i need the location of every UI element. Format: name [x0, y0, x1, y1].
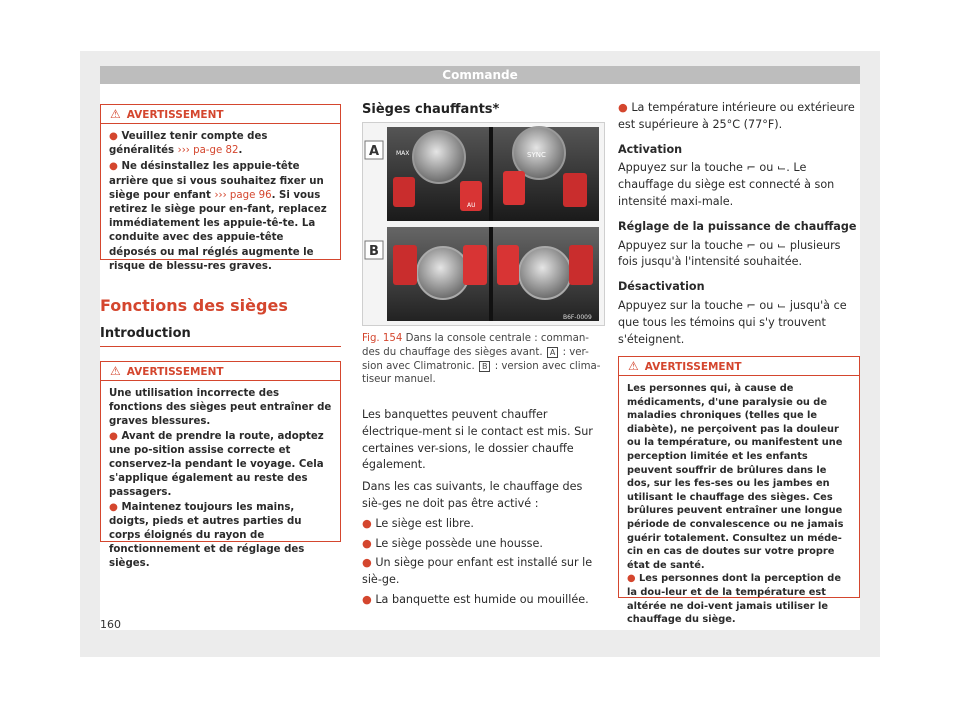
- instruction-text: Appuyez sur la touche: [618, 238, 743, 252]
- instruction-text: Appuyez sur la touche: [618, 298, 743, 312]
- subsection-title: Introduction: [100, 326, 191, 341]
- bullet-icon: ●: [618, 101, 628, 114]
- list-item: La température intérieure ou extérieure est supérieure à 25°C (77°F).: [618, 101, 855, 131]
- seat-heating-left-icon: ⌐: [746, 238, 756, 252]
- bullet-icon: ●: [627, 573, 636, 585]
- figure-seat-heating-controls: [362, 122, 605, 326]
- warning-text: .: [238, 145, 243, 157]
- paragraph: Les banquettes peuvent chauffer électrique-ment si le contact est mis. Sur certaines ver-sions, le dossier chauffe également.: [362, 408, 593, 472]
- warning-intro: Une utilisation incorrecte des fonctions des sièges peut entraîner de graves blessures.: [109, 388, 332, 428]
- auto-button-label: AU: [467, 202, 476, 209]
- bullet-icon: ●: [109, 131, 118, 142]
- section-title: Fonctions des sièges: [100, 296, 288, 315]
- desactivation-title: Désactivation: [618, 280, 705, 294]
- section-header: [362, 102, 603, 124]
- bullet-icon: ●: [109, 430, 118, 442]
- caption-text: : ver-sion avec Climatronic.: [362, 346, 589, 372]
- list-item: Le siège est libre.: [375, 516, 474, 530]
- seat-heating-left-icon: ⌐: [746, 298, 756, 312]
- warning-triangle-icon: ⚠: [628, 359, 639, 373]
- caption-text: : version avec clima-tiseur manuel.: [362, 360, 601, 386]
- warning-text: . Si vous retirez le siège pour en-fant, replacez immédiatement les appuie-tê-te. La conduite avec des appuie-tête déposés ou mal réglés augmente le risque de blessu-res graves.: [109, 189, 327, 272]
- warning-header: [619, 357, 859, 376]
- instruction-text: plusieurs fois jusqu'à l'intensité souhaitée.: [618, 238, 841, 269]
- caption-label-a: A: [547, 347, 558, 358]
- figure-label-b: B: [369, 244, 379, 259]
- paragraph: Dans les cas suivants, le chauffage des siè-ges ne doit pas être activé :: [362, 480, 583, 510]
- instruction-text: ou: [759, 238, 774, 252]
- figure-code: B6F-0009: [563, 314, 592, 321]
- warning-text: Les personnes dont la perception de la dou-leur et de la température est altérée ne doi-vent jamais utiliser le chauffage du siège.: [627, 573, 841, 626]
- warning-header: [101, 362, 340, 381]
- page-content: [100, 84, 860, 630]
- sync-button-label: SYNC: [527, 151, 546, 159]
- list-item: La banquette est humide ou mouillée.: [375, 592, 589, 606]
- warning-text: Maintenez toujours les mains, doigts, pieds et autres parties du corps éloignés du rayon de fonctionnement et de réglage des sièges.: [109, 501, 305, 570]
- instruction-text: ou: [759, 161, 774, 175]
- caption-text: Dans la console centrale : comman-des du chauffage des sièges avant.: [362, 333, 589, 358]
- figure-caption: [362, 332, 603, 387]
- warning-text: Ne désinstallez les appuie-tête arrière que si vous souhaitez fixer un siège pour enfant: [109, 161, 324, 201]
- bullet-icon: ●: [362, 536, 372, 550]
- max-button-label: MAX: [396, 150, 410, 157]
- warning-body: [619, 376, 859, 635]
- seat-heating-text: [362, 407, 603, 609]
- subsection-header: [100, 326, 341, 347]
- seat-heating-right-icon: ⌙: [776, 161, 787, 175]
- warning-body: [101, 124, 340, 282]
- warning-text: Avant de prendre la route, adoptez une po-sition assise correcte et conservez-la pendant le voyage. Cela s'applique également au reste des passagers.: [109, 430, 324, 499]
- section-title: Sièges chauffants*: [362, 102, 500, 117]
- activation-title: Activation: [618, 142, 683, 156]
- caption-label-b: B: [479, 361, 491, 372]
- warning-heading: AVERTISSEMENT: [644, 361, 742, 373]
- warning-box-headrest: [100, 104, 341, 272]
- seat-heating-left-icon: ⌐: [746, 161, 756, 175]
- warning-intro: Les personnes qui, à cause de médicaments, d'une paralysie ou de maladies chroniques (telles que le diabète), ne perçoivent pas la douleur ou la température, ou manifestent une perception limitée et les enfants peuvent souffrir de brûlures dans le dos, sur les fes-ses ou les jambes en utilisant le chauffage des sièges. Ces brûlures peuvent entraîner une longue période de convalescence ou ne jamais guérir totalement. Consultez un méde-cin en cas de doutes sur votre propre état de santé.: [627, 383, 844, 571]
- warning-triangle-icon: ⚠: [110, 107, 121, 121]
- warning-body: [101, 381, 340, 580]
- list-item: Le siège possède une housse.: [375, 536, 543, 550]
- instruction-text: . Le chauffage du siège est connecté à son intensité maxi-male.: [618, 161, 835, 208]
- page-link[interactable]: ››› pa-ge 82: [177, 145, 239, 157]
- instruction-text: ou: [759, 298, 774, 312]
- page-number: 160: [100, 618, 121, 631]
- bullet-icon: ●: [362, 556, 372, 570]
- figure-illustration: [363, 123, 604, 325]
- seat-heating-instructions: [618, 100, 860, 348]
- figure-label-a: A: [369, 144, 380, 159]
- warning-triangle-icon: ⚠: [110, 364, 121, 378]
- header-title: Commande: [442, 68, 518, 82]
- warning-header: [101, 105, 340, 124]
- instruction-text: jusqu'à ce que tous les témoins qui s'y trouvent s'éteignent.: [618, 298, 847, 346]
- warning-heading: AVERTISSEMENT: [126, 366, 224, 378]
- bullet-icon: ●: [109, 501, 118, 513]
- header-bar: [100, 66, 860, 84]
- warning-text: Veuillez tenir compte des généralités: [109, 131, 268, 157]
- page-link[interactable]: ››› page 96: [214, 189, 272, 201]
- bullet-icon: ●: [362, 516, 372, 530]
- seat-heating-right-icon: ⌙: [776, 238, 787, 252]
- seat-heating-right-icon: ⌙: [776, 298, 787, 312]
- warning-box-burns: [618, 356, 860, 626]
- figure-number: Fig. 154: [362, 333, 403, 344]
- warning-box-seat-functions: [100, 361, 341, 570]
- list-item: Un siège pour enfant est installé sur le siè-ge.: [362, 556, 593, 587]
- reglage-title: Réglage de la puissance de chauffage: [618, 219, 857, 233]
- bullet-icon: ●: [362, 592, 372, 606]
- bullet-icon: ●: [109, 161, 118, 173]
- instruction-text: Appuyez sur la touche: [618, 161, 743, 175]
- warning-heading: AVERTISSEMENT: [126, 109, 224, 121]
